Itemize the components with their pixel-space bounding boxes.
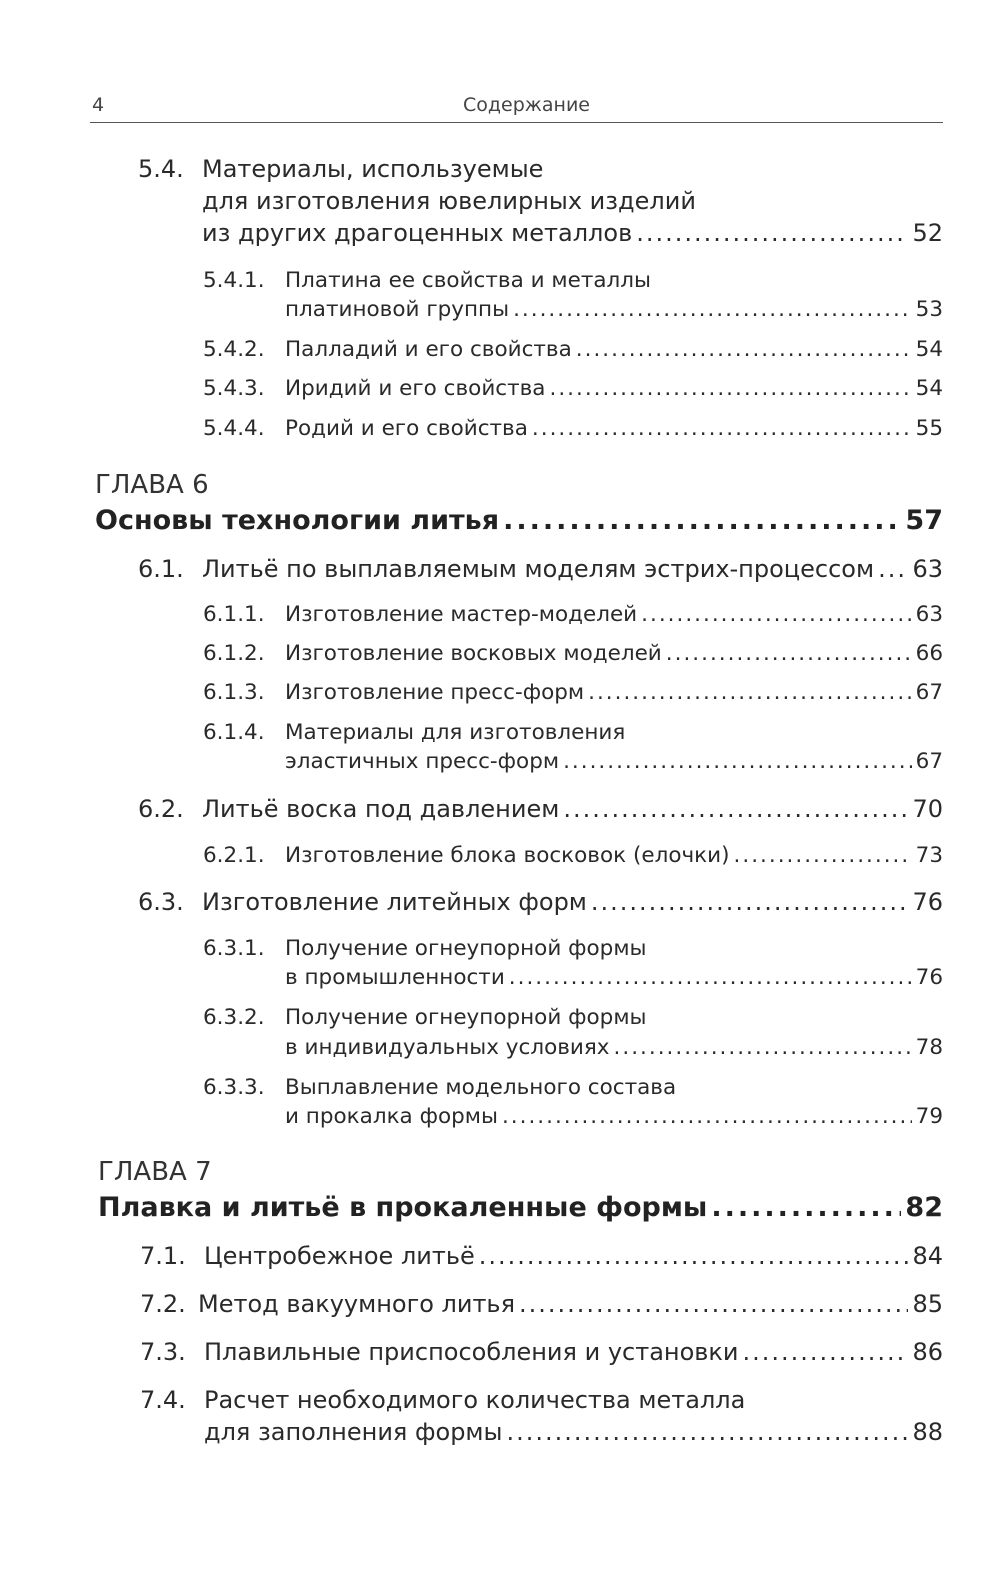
toc-entry-5-4-3[interactable] — [203, 376, 943, 401]
entry-title: Материалы для изготовления — [285, 720, 626, 745]
toc-chapter-7[interactable] — [98, 1192, 943, 1223]
entry-number: 7.4. — [140, 1386, 186, 1414]
entry-number: 5.4. — [138, 155, 184, 183]
entry-title: Центробежное литьё — [204, 1242, 475, 1270]
chapter-label: ГЛАВА 7 — [98, 1157, 212, 1187]
entry-page: 67 — [915, 680, 943, 705]
entry-page: 66 — [915, 641, 943, 666]
leader-dots — [563, 795, 908, 823]
entry-number: 6.2. — [138, 795, 184, 823]
entry-title: Изготовление мастер-моделей — [285, 602, 638, 627]
entry-title-continued: эластичных пресс-форм — [285, 749, 560, 774]
entry-title-continued: для изготовления ювелирных изделий — [202, 187, 696, 215]
leader-dots — [588, 680, 912, 705]
leader-dots — [519, 1290, 908, 1318]
entry-number: 6.3.1. — [203, 936, 265, 961]
entry-title: Материалы, используемые — [202, 155, 544, 183]
leader-dots — [563, 749, 912, 774]
entry-title: Родий и его свойства — [285, 416, 528, 441]
toc-entry-6-1-2[interactable] — [203, 641, 943, 666]
toc-entry-6-3-3[interactable] — [203, 1075, 943, 1100]
entry-title: Метод вакуумного литья — [198, 1290, 516, 1318]
toc-entry-6-1-3[interactable] — [203, 680, 943, 705]
entry-title: Иридий и его свойства — [285, 376, 546, 401]
entry-page: 53 — [915, 297, 943, 322]
entry-title: Изготовление пресс-форм — [285, 680, 585, 705]
entry-number: 6.1. — [138, 555, 184, 583]
entry-page: 76 — [915, 965, 943, 990]
entry-number: 7.2. — [140, 1290, 186, 1318]
leader-dots — [743, 1338, 909, 1366]
entry-page: 63 — [915, 602, 943, 627]
toc-entry-5-4-4[interactable] — [203, 416, 943, 441]
entry-page: 70 — [912, 795, 943, 823]
chapter-page: 57 — [905, 505, 943, 536]
entry-page: 54 — [915, 337, 943, 362]
toc-entry-5-4[interactable] — [138, 155, 943, 183]
entry-number: 6.1.2. — [203, 641, 265, 666]
chapter-page: 82 — [905, 1192, 943, 1223]
toc-entry-7-4[interactable] — [140, 1386, 943, 1414]
entry-page: 86 — [912, 1338, 943, 1366]
entry-title: Литьё по выплавляемым моделям эстрих-процессом — [202, 555, 875, 583]
toc-entry-6-3-2-last-line[interactable] — [285, 1035, 943, 1060]
entry-number: 6.3.3. — [203, 1075, 265, 1100]
entry-title: Платина ее свойства и металлы — [285, 268, 651, 293]
entry-title: Выплавление модельного состава — [285, 1075, 677, 1100]
entry-number: 7.1. — [140, 1242, 186, 1270]
leader-dots — [878, 555, 908, 583]
toc-entry-6-3-2[interactable] — [203, 1005, 943, 1030]
entry-number: 6.3. — [138, 888, 184, 916]
entry-page: 54 — [915, 376, 943, 401]
entry-title: Палладий и его свойства — [285, 337, 572, 362]
entry-title-continued: и прокалка формы — [285, 1104, 498, 1129]
leader-dots — [513, 297, 912, 322]
toc-entry-5-4-1-last-line[interactable] — [285, 297, 943, 322]
toc-entry-5-4-2[interactable] — [203, 337, 943, 362]
entry-title-continued: в промышленности — [285, 965, 505, 990]
toc-entry-7-1[interactable] — [140, 1242, 943, 1270]
entry-page: 88 — [912, 1418, 943, 1446]
entry-number: 6.3.2. — [203, 1005, 265, 1030]
entry-page: 76 — [912, 888, 943, 916]
leader-dots — [641, 602, 911, 627]
leader-dots — [502, 1104, 912, 1129]
leader-dots — [507, 1418, 909, 1446]
entry-number: 6.2.1. — [203, 843, 265, 868]
entry-title-continued: в индивидуальных условиях — [285, 1035, 610, 1060]
entry-number: 6.1.1. — [203, 602, 265, 627]
entry-title: Получение огнеупорной формы — [285, 1005, 647, 1030]
leader-dots — [532, 416, 912, 441]
leader-dots — [614, 1035, 912, 1060]
toc-entry-5-4-last-line[interactable] — [202, 219, 943, 247]
leader-dots — [666, 641, 912, 666]
chapter-title: Плавка и литьё в прокаленные формы — [98, 1192, 708, 1223]
leader-dots — [734, 843, 912, 868]
toc-entry-6-1-4-last-line[interactable] — [285, 749, 943, 774]
toc-entry-6-1-1[interactable] — [203, 602, 943, 627]
entry-page: 79 — [915, 1104, 943, 1129]
entry-number: 6.1.3. — [203, 680, 265, 705]
entry-page: 67 — [915, 749, 943, 774]
entry-title-continued: из других драгоценных металлов — [202, 219, 633, 247]
entry-title-continued: для заполнения формы — [204, 1418, 503, 1446]
chapter-title: Основы технологии литья — [95, 505, 500, 536]
entry-page: 73 — [915, 843, 943, 868]
entry-title: Изготовление восковых моделей — [285, 641, 662, 666]
entry-title: Изготовление литейных форм — [202, 888, 587, 916]
leader-dots — [549, 376, 911, 401]
entry-number: 5.4.4. — [203, 416, 265, 441]
leader-dots — [711, 1192, 901, 1223]
entry-number: 6.1.4. — [203, 720, 265, 745]
toc-entry-6-3-3-last-line[interactable] — [285, 1104, 943, 1129]
toc-entry-7-4-last-line[interactable] — [204, 1418, 943, 1446]
toc-entry-6-2[interactable] — [138, 795, 943, 823]
entry-page: 84 — [912, 1242, 943, 1270]
entry-title: Изготовление блока восковок (елочки) — [285, 843, 730, 868]
entry-number: 5.4.3. — [203, 376, 265, 401]
toc-entry-5-4-1[interactable] — [203, 268, 943, 293]
entry-title: Плавильные приспособления и установки — [204, 1338, 739, 1366]
entry-number: 5.4.2. — [203, 337, 265, 362]
leader-dots — [503, 505, 901, 536]
entry-title-continued: платиновой группы — [285, 297, 510, 322]
entry-number: 7.3. — [140, 1338, 186, 1366]
leader-dots — [509, 965, 912, 990]
toc-entry-7-2[interactable] — [140, 1290, 943, 1318]
toc-entry-6-3-1-last-line[interactable] — [285, 965, 943, 990]
toc-entry-6-3[interactable] — [138, 888, 943, 916]
toc-chapter-6[interactable] — [95, 505, 943, 536]
toc-entry-7-3[interactable] — [140, 1338, 943, 1366]
page-number: 4 — [92, 94, 105, 116]
running-header — [90, 92, 943, 123]
leader-dots — [636, 219, 908, 247]
leader-dots — [479, 1242, 909, 1270]
toc-entry-6-1-4[interactable] — [203, 720, 943, 745]
leader-dots — [576, 337, 912, 362]
entry-number: 5.4.1. — [203, 268, 265, 293]
entry-title: Расчет необходимого количества металла — [204, 1386, 746, 1414]
toc-entry-6-3-1[interactable] — [203, 936, 943, 961]
chapter-label: ГЛАВА 6 — [95, 470, 209, 500]
entry-page: 63 — [912, 555, 943, 583]
entry-title: Литьё воска под давлением — [202, 795, 560, 823]
entry-page: 85 — [912, 1290, 943, 1318]
toc-entry-6-1[interactable] — [138, 555, 943, 583]
entry-page: 78 — [915, 1035, 943, 1060]
entry-page: 55 — [915, 416, 943, 441]
toc-entry-6-2-1[interactable] — [203, 843, 943, 868]
entry-page: 52 — [912, 219, 943, 247]
leader-dots — [591, 888, 909, 916]
header-title: Содержание — [463, 94, 590, 116]
entry-title: Получение огнеупорной формы — [285, 936, 647, 961]
